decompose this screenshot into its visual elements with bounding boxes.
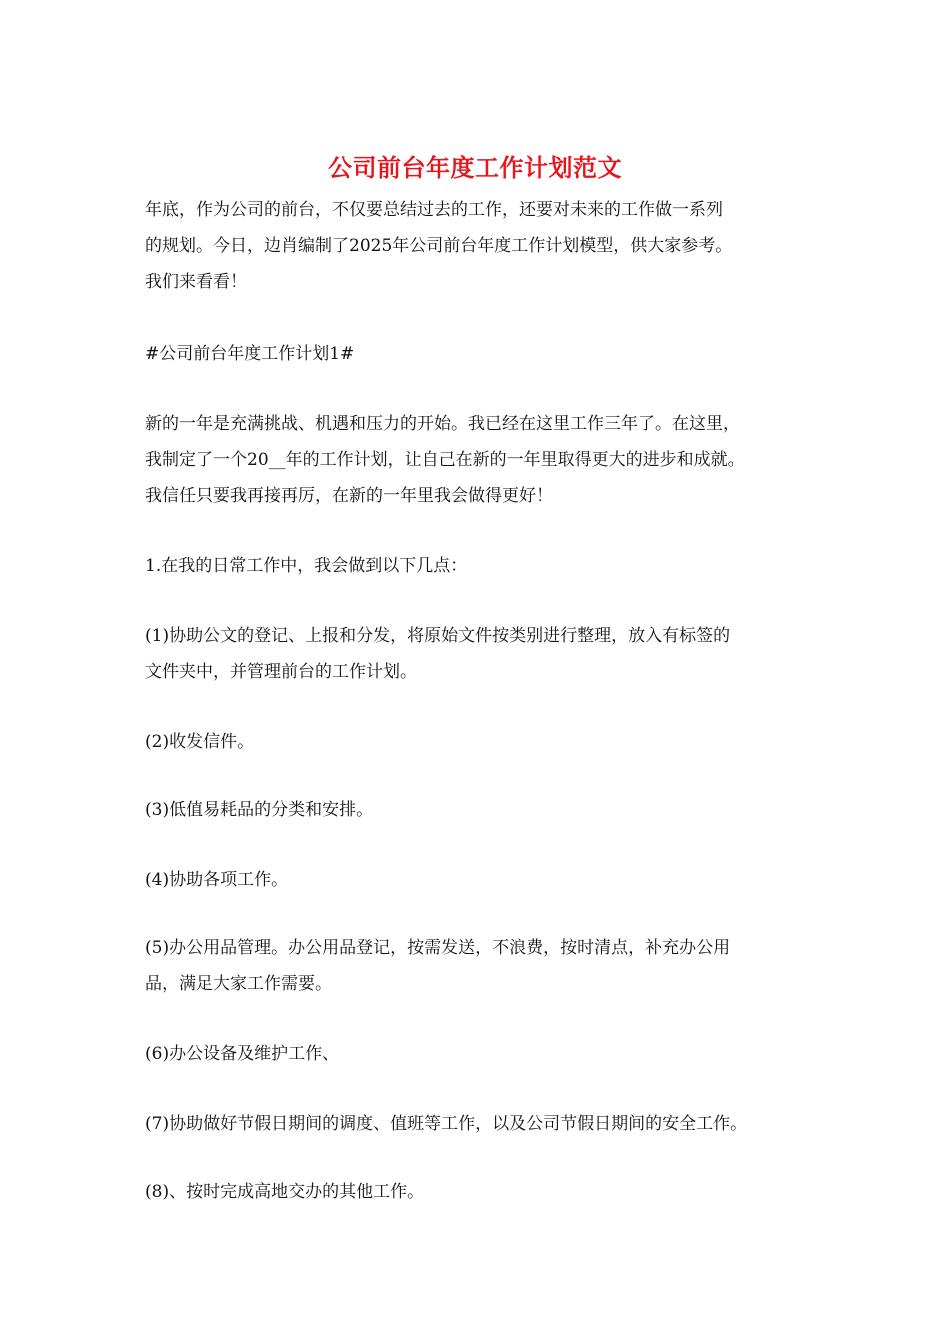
list-item (145, 1106, 820, 1142)
list-item (145, 862, 820, 898)
text-line: (4)协助各项工作。 (145, 870, 289, 890)
text-line: 的规划。今日，边肖编制了2025年公司前台年度工作计划模型，供大家参考。 (145, 236, 733, 256)
text-line: (7)协助做好节假日期间的调度、值班等工作，以及公司节假日期间的安全工作。 (145, 1114, 748, 1134)
text-line: #公司前台年度工作计划1# (145, 344, 355, 364)
text-line: (1)协助公文的登记、上报和分发，将原始文件按类别进行整理，放入有标签的 (145, 626, 731, 646)
list-item (145, 792, 820, 828)
text-line: 文件夹中，并管理前台的工作计划。 (145, 662, 417, 682)
text-line: 我制定了一个20__年的工作计划，让自己在新的一年里取得更大的进步和成就。 (145, 450, 745, 470)
document-title: 公司前台年度工作计划范文 (328, 153, 622, 182)
list-item (145, 1174, 820, 1210)
text-line: (3)低值易耗品的分类和安排。 (145, 800, 374, 820)
text-line: 年底，作为公司的前台，不仅要总结过去的工作，还要对未来的工作做一系列 (145, 200, 723, 220)
intro-paragraph (145, 192, 820, 300)
body-paragraph (145, 406, 820, 514)
text-line: 我们来看看！ (145, 272, 247, 292)
text-line: (8)、按时完成高地交办的其他工作。 (145, 1182, 425, 1202)
text-line: 新的一年是充满挑战、机遇和压力的开始。我已经在这里工作三年了。在这里， (145, 414, 740, 434)
list-item (145, 1036, 820, 1072)
text-line: (2)收发信件。 (145, 732, 255, 752)
text-line: 品，满足大家工作需要。 (145, 974, 332, 994)
text-line: 我信任只要我再接再厉，在新的一年里我会做得更好！ (145, 486, 553, 506)
text-line: 1.在我的日常工作中，我会做到以下几点： (145, 556, 468, 576)
list-intro (145, 548, 820, 584)
section-heading (145, 336, 820, 372)
list-item (145, 930, 820, 1002)
text-line: (6)办公设备及维护工作、 (145, 1044, 340, 1064)
text-line: (5)办公用品管理。办公用品登记，按需发送，不浪费，按时清点，补充办公用 (145, 938, 731, 958)
list-item (145, 724, 820, 760)
list-item (145, 618, 820, 690)
